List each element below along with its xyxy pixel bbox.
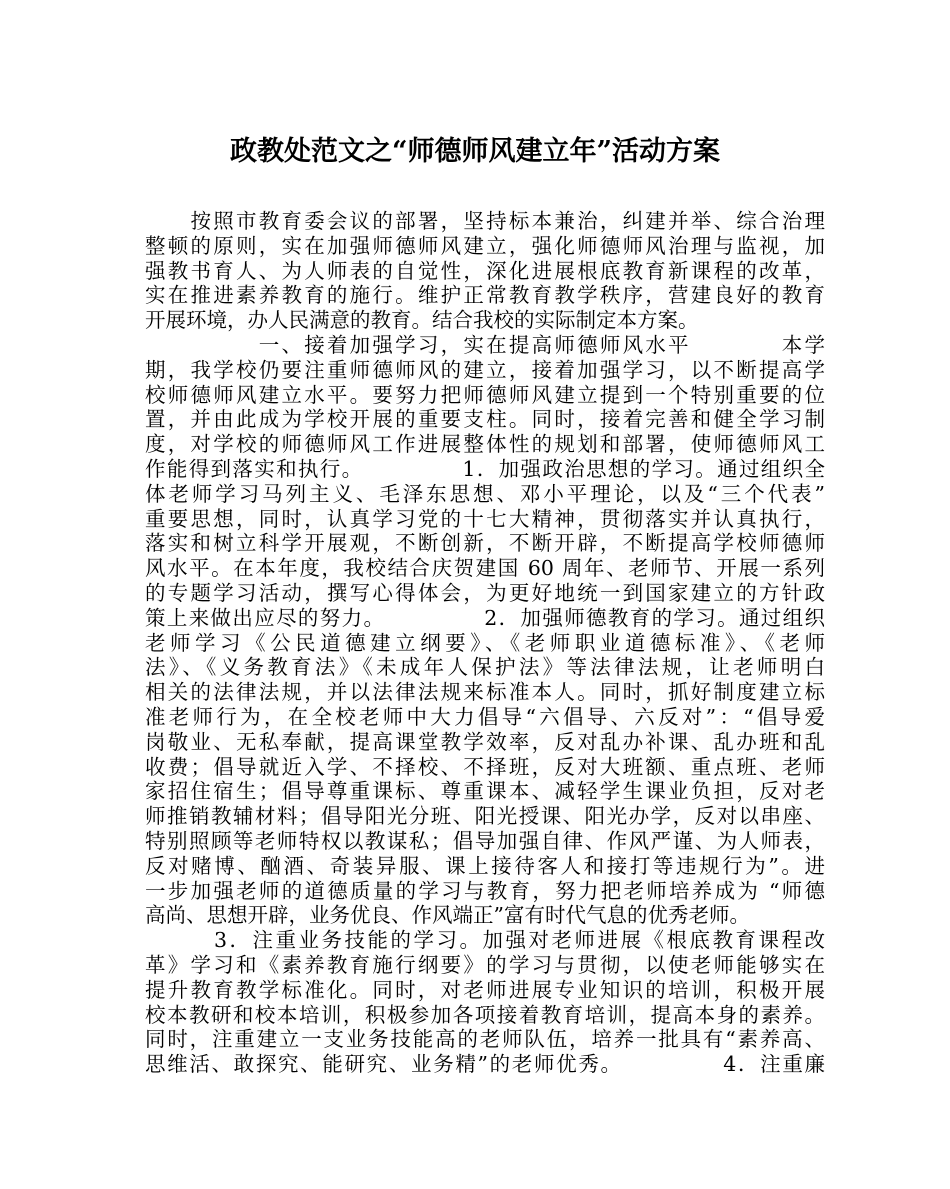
body-line: 落实和树立科学开展观，不断创新，不断开辟，不断提高学校师德师 — [145, 531, 825, 556]
body-line: 革》学习和《素养教育施行纲要》的学习与贯彻，以使老师能够实在 — [145, 952, 825, 977]
body-line: 的专题学习活动，撰写心得体会，为更好地统一到国家建立的方针政 — [145, 580, 825, 605]
body-line: 反对赌博、酗酒、奇装异服、课上接待客人和接打等违规行为”。进 — [145, 853, 825, 878]
document-title: 政教处范文之“师德师风建立年”活动方案 — [229, 136, 721, 167]
body-line: 提升教育教学标准化。同时，对老师进展专业知识的培训，积极开展 — [145, 977, 825, 1002]
body-line: 家招住宿生；倡导尊重课标、尊重课本、减轻学生课业负担，反对老 — [145, 779, 825, 804]
body-line: 特别照顾等老师特权以教谋私；倡导加强自律、作风严谨、为人师表， — [145, 828, 825, 853]
body-line: 老师学习《公民道德建立纲要》、《老师职业道德标准》、《老师 — [145, 630, 825, 655]
body-line: 同时，注重建立一支业务技能高的老师队伍，培养一批具有“素养高、 — [145, 1027, 825, 1052]
body-line: 风水平。在本年度，我校结合庆贺建国 60 周年、老师节、开展一系列 — [145, 556, 825, 581]
body-line: 3．注重业务技能的学习。加强对老师进展《根底教育课程改 — [145, 928, 825, 953]
body-line: 校师德师风建立水平。要努力把师德师风建立提到一个特别重要的位 — [145, 382, 825, 407]
document-body — [145, 209, 825, 1077]
body-line: 师推销教辅材料；倡导阳光分班、阳光授课、阳光办学，反对以串座、 — [145, 804, 825, 829]
body-line: 相关的法律法规，并以法律法规来标准本人。同时，抓好制度建立标 — [145, 680, 825, 705]
body-line: 重要思想，同时，认真学习党的十七大精神，贯彻落实并认真执行， — [145, 506, 825, 531]
body-line: 强教书育人、为人师表的自觉性，深化进展根底教育新课程的改革， — [145, 258, 825, 283]
body-line: 思维活、敢探究、能研究、业务精”的老师优秀。 4．注重廉 — [145, 1052, 825, 1077]
body-line: 岗敬业、无私奉献，提高课堂教学效率，反对乱办补课、乱办班和乱 — [145, 729, 825, 754]
body-line: 收费；倡导就近入学、不择校、不择班，反对大班额、重点班、老师 — [145, 754, 825, 779]
body-line: 度，对学校的师德师风工作进展整体性的规划和部署，使师德师风工 — [145, 432, 825, 457]
body-line: 按照市教育委会议的部署，坚持标本兼治，纠建并举、综合治理 — [145, 209, 825, 233]
body-line: 法》、《义务教育法》《未成年人保护法》等法律法规，让老师明白 — [145, 655, 825, 680]
body-line: 一、接着加强学习，实在提高师德师风水平 本学 — [145, 332, 825, 357]
body-line: 校本教研和校本培训，积极参加各项接着教育培训，提高本身的素养。 — [145, 1002, 825, 1027]
body-line: 开展环境，办人民满意的教育。结合我校的实际制定本方案。 — [145, 308, 699, 333]
body-line: 期，我学校仍要注重师德师风的建立，接着加强学习，以不断提高学 — [145, 357, 825, 382]
body-line: 整顿的原则，实在加强师德师风建立，强化师德师风治理与监视，加 — [145, 233, 825, 258]
body-line: 置，并由此成为学校开展的重要支柱。同时，接着完善和健全学习制 — [145, 407, 825, 432]
body-line: 体老师学习马列主义、毛泽东思想、邓小平理论，以及“三个代表” — [145, 481, 825, 506]
body-line: 作能得到落实和执行。 1．加强政治思想的学习。通过组织全 — [145, 456, 825, 481]
body-line: 实在推进素养教育的施行。维护正常教育教学秩序，营建良好的教育 — [145, 283, 825, 308]
body-line: 一步加强老师的道德质量的学习与教育，努力把老师培养成为 “师德 — [145, 878, 825, 903]
body-line: 高尚、思想开辟，业务优良、作风端正”富有时代气息的优秀老师。 — [145, 903, 750, 928]
body-line: 准老师行为，在全校老师中大力倡导“六倡导、六反对”：“倡导爱 — [145, 704, 825, 729]
body-line: 策上来做出应尽的努力。 2．加强师德教育的学习。通过组织 — [145, 605, 825, 630]
